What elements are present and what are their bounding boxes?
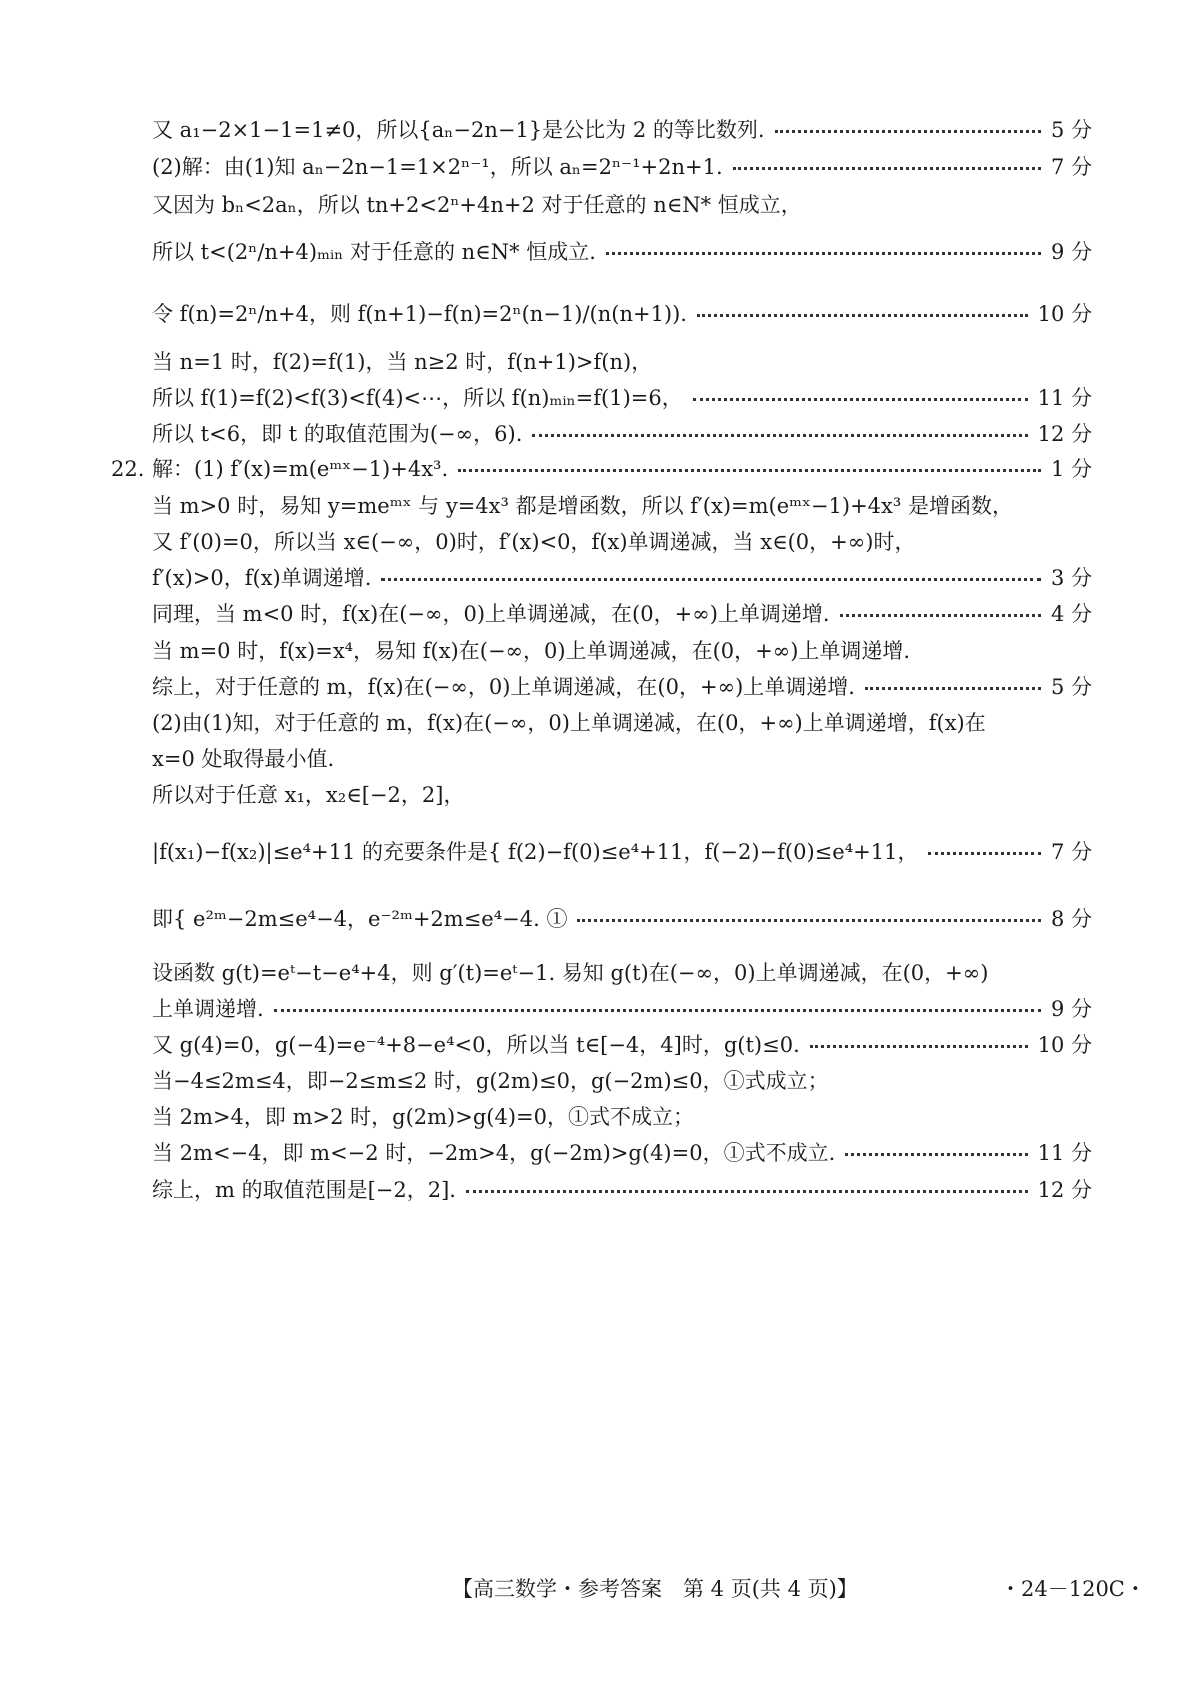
dot-leader (458, 469, 1041, 472)
line-text: 又 a₁−2×1−1=1≠0，所以{aₙ−2n−1}是公比为 2 的等比数列. (152, 118, 765, 142)
dot-leader (606, 252, 1041, 255)
dot-leader (381, 578, 1041, 581)
solution-line (152, 997, 1092, 1021)
line-text: 令 f(n)=2ⁿ/n+4，则 f(n+1)−f(n)=2ⁿ(n−1)/(n(n+1)). (152, 302, 687, 326)
dot-leader (865, 687, 1041, 690)
solution-line (152, 1141, 1092, 1165)
solution-line (152, 118, 1092, 142)
line-text: x=0 处取得最小值. (152, 747, 335, 771)
score-label: 9 分 (1050, 240, 1092, 264)
solution-line (152, 302, 1092, 326)
solution-line (152, 1178, 1092, 1202)
dot-leader (840, 614, 1041, 617)
line-text: (2)解：由(1)知 aₙ−2n−1=1×2ⁿ⁻¹，所以 aₙ=2ⁿ⁻¹+2n+1. (152, 155, 723, 179)
solution-line (152, 240, 1092, 264)
line-text: 又 f′(0)=0，所以当 x∈(−∞，0)时，f′(x)<0，f(x)单调递减，当 x∈(0，+∞)时， (152, 530, 916, 554)
score-label: 12 分 (1037, 1178, 1092, 1202)
line-text: 所以对于任意 x₁，x₂∈[−2，2]， (152, 783, 465, 807)
line-text: 综上，m 的取值范围是[−2，2]. (152, 1178, 456, 1202)
question-number: 22. (111, 457, 145, 481)
footer-title: 【高三数学・参考答案 第 4 页(共 4 页)】 (452, 1577, 858, 1601)
score-label: 10 分 (1037, 1033, 1092, 1057)
footer-code: ・24－120C・ (1000, 1577, 1146, 1601)
dot-leader (466, 1190, 1028, 1193)
dot-leader (274, 1009, 1041, 1012)
solution-line (152, 961, 988, 985)
dot-leader (733, 167, 1041, 170)
solution-line (152, 386, 1092, 410)
line-text: 当 m=0 时，f(x)=x⁴，易知 f(x)在(−∞，0)上单调递减，在(0，+∞)上单调递增. (152, 639, 911, 663)
solution-line (152, 155, 1092, 179)
line-text: 当 2m>4，即 m>2 时，g(2m)>g(4)=0，①式不成立； (152, 1105, 694, 1129)
dot-leader (775, 130, 1041, 133)
solution-line (152, 907, 1092, 931)
score-label: 11 分 (1037, 1141, 1092, 1165)
solution-line (152, 1105, 694, 1129)
line-text: 所以 f(1)=f(2)<f(3)<f(4)<⋯，所以 f(n)ₘᵢₙ=f(1)=6， (152, 386, 683, 410)
solution-line (152, 840, 1092, 864)
dot-leader (697, 314, 1028, 317)
line-text: 即{ e²ᵐ−2m≤e⁴−4，e⁻²ᵐ+2m≤e⁴−4. ① (152, 907, 568, 931)
solution-line (152, 566, 1092, 590)
line-text: 所以 t<(2ⁿ/n+4)ₘᵢₙ 对于任意的 n∈N* 恒成立. (152, 240, 596, 264)
line-text: f′(x)>0，f(x)单调递增. (152, 566, 372, 590)
solution-line (152, 350, 652, 374)
solution-line (152, 1033, 1092, 1057)
line-text: 解：(1) f′(x)=m(eᵐˣ−1)+4x³. (152, 457, 449, 481)
solution-line (152, 711, 986, 735)
score-label: 3 分 (1050, 566, 1092, 590)
dot-leader (810, 1045, 1028, 1048)
solution-line (152, 193, 802, 217)
solution-line (152, 675, 1092, 699)
score-label: 4 分 (1050, 602, 1092, 626)
line-text: 又 g(4)=0，g(−4)=e⁻⁴+8−e⁴<0，所以当 t∈[−4，4]时，g(t)≤0. (152, 1033, 800, 1057)
solution-line (152, 747, 334, 771)
line-text: 同理，当 m<0 时，f(x)在(−∞，0)上单调递减，在(0，+∞)上单调递增. (152, 602, 830, 626)
solution-line (152, 457, 1092, 481)
score-label: 10 分 (1037, 302, 1092, 326)
solution-line (152, 494, 1013, 518)
score-label: 9 分 (1050, 997, 1092, 1021)
solution-line (152, 639, 910, 663)
line-text: 所以 t<6，即 t 的取值范围为(−∞，6). (152, 422, 523, 446)
score-label: 5 分 (1050, 118, 1092, 142)
line-text: 上单调递增. (152, 997, 264, 1021)
solution-line (152, 783, 464, 807)
score-label: 7 分 (1050, 155, 1092, 179)
line-text: 当−4≤2m≤4，即−2≤m≤2 时，g(2m)≤0，g(−2m)≤0，①式成立； (152, 1069, 829, 1093)
score-label: 12 分 (1037, 422, 1092, 446)
line-text: 设函数 g(t)=eᵗ−t−e⁴+4，则 g′(t)=eᵗ−1. 易知 g(t)在(−∞，0)上单调递减，在(0，+∞) (152, 961, 989, 985)
line-text: |f(x₁)−f(x₂)|≤e⁴+11 的充要条件是{ f(2)−f(0)≤e⁴+11，f(−2)−f(0)≤e⁴+11， (152, 840, 919, 864)
score-label: 7 分 (1050, 840, 1092, 864)
score-label: 1 分 (1050, 457, 1092, 481)
solution-line (152, 422, 1092, 446)
line-text: 综上，对于任意的 m，f(x)在(−∞，0)上单调递减，在(0，+∞)上单调递增. (152, 675, 855, 699)
solution-line (152, 602, 1092, 626)
line-text: (2)由(1)知，对于任意的 m，f(x)在(−∞，0)上单调递减，在(0，+∞)上单调递增，f(x)在 (152, 711, 986, 735)
dot-leader (928, 852, 1041, 855)
dot-leader (532, 434, 1027, 437)
line-text: 当 n=1 时，f(2)=f(1)，当 n≥2 时，f(n+1)>f(n)， (152, 350, 653, 374)
solution-line (152, 530, 915, 554)
solution-line (152, 1069, 829, 1093)
line-text: 当 2m<−4，即 m<−2 时，−2m>4，g(−2m)>g(4)=0，①式不成立. (152, 1141, 836, 1165)
dot-leader (693, 398, 1028, 401)
line-text: 当 m>0 时，易知 y=meᵐˣ 与 y=4x³ 都是增函数，所以 f′(x)=m(eᵐˣ−1)+4x³ 是增函数， (152, 494, 1013, 518)
score-label: 5 分 (1050, 675, 1092, 699)
dot-leader (845, 1153, 1027, 1156)
score-label: 8 分 (1050, 907, 1092, 931)
line-text: 又因为 bₙ<2aₙ，所以 tn+2<2ⁿ+4n+2 对于任意的 n∈N* 恒成立， (152, 193, 802, 217)
dot-leader (577, 919, 1040, 922)
score-label: 11 分 (1037, 386, 1092, 410)
